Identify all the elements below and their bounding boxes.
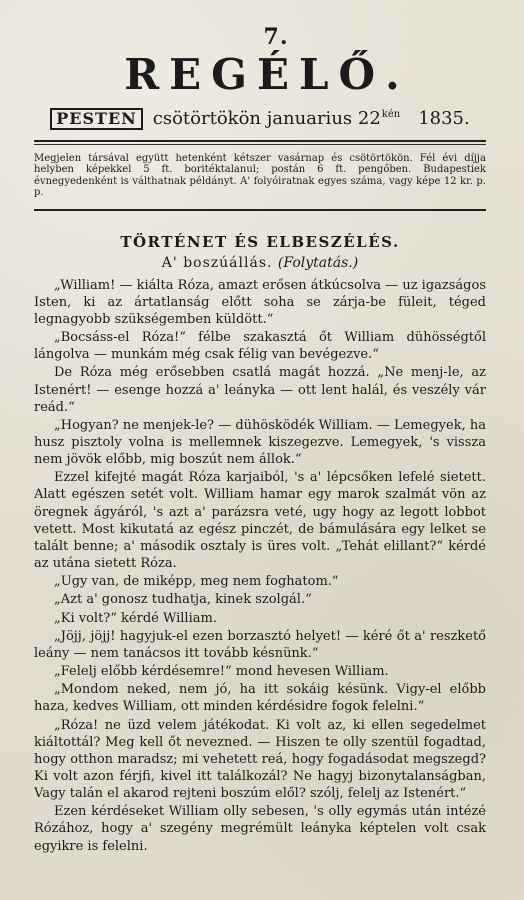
issue-date: [153, 108, 400, 129]
story-paragraph: „Bocsáss-el Róza!“ félbe szakasztá őt William dühösségtől lángolva — munkám még csak félig van bevégezve.“: [34, 330, 486, 363]
story-paragraph: „William! — kiálta Róza, amazt erősen átkúcsolva — uz igazságos Isten, ki az ártatlanság előtt soha se zárja-be füleit, téged legnagyobb szükségemben küldött.“: [34, 277, 486, 327]
story-paragraph: Ezen kérdéseket William olly sebesen, 's olly egymás után intézé Rózához, hogy a' szegény megrémült leányka képtelen volt csak egyikre is felelni.: [34, 804, 486, 854]
issue-date-suffix: kén: [381, 109, 401, 120]
page-number: 7.: [263, 24, 289, 50]
issue-city: PESTEN: [50, 108, 143, 130]
story-paragraph: „Azt a' gonosz tudhatja, kinek szolgál.“: [54, 592, 312, 608]
story-paragraph: „Hogyan? ne menjek-le? — dühösködék William. — Lemegyek, ha husz pisztoly volna is mellemnek kiszegezve. Lemegyek, 's vissza nem jövök előbb, mig boszút nem állok.“: [34, 417, 486, 468]
story-paragraph: „Róza! ne üzd velem játékodat. Ki volt az, ki ellen segedelmet kiáltottál? Meg kell őt nevezned. — Hiszen te olly szentül fogadtad, hogy otthon maradsz; mi vehetett reá, hogy fogadásodat megszegd? Ki volt azon férjfi, kivel itt találkozál? Ne hagyj bizonytalanságban, Vagy talán el akarod rejteni boszúm elől? szólj, felelj az Istenért.“: [34, 717, 486, 802]
issue-line: [34, 108, 486, 130]
story-paragraph: Ezzel kifejté magát Róza karjaiból, 's a' lépcsőken lefelé sietett. Alatt egészen setét volt. William hamar egy marok szalmát vön az öregnek ágyáról, 's azt a' parázsra veté, ugy hogy az legott lobbot vetett. Most kikutatá az egész pinczét, de bámulására egy lelket se talált benne; a' második osztaly is üres volt. „Tehát elillant?“ kérdé az utána sietett Róza.: [34, 470, 486, 572]
story-paragraph: De Róza még erősebben csatlá magát hozzá. „Ne menj-le, az Istenért! — esenge hozzá a' leányka — ott lent halál, és veszély vár reád.“: [34, 365, 486, 415]
issue-year: 1835.: [418, 108, 470, 129]
story-continued: (Folytatás.): [277, 254, 359, 271]
story-subtitle: [34, 255, 486, 271]
story-paragraph: „Mondom neked, nem jó, ha itt sokáig késünk. Vigy-el előbb haza, kedves William, ott minden kérdésidre fogok felelni.“: [34, 682, 486, 715]
story-subtitle-text: A' boszúállás.: [161, 254, 273, 271]
top-rule: [34, 140, 486, 142]
story-body: [34, 277, 486, 855]
story-paragraph: „Ugy van, de miképp, meg nem foghatom.“: [54, 574, 339, 590]
notice-rule: [34, 209, 486, 211]
masthead-title: REGÉLŐ.: [124, 50, 410, 99]
story-paragraph: „Ki volt?“ kérdé William.: [54, 610, 217, 626]
story-paragraph: „Felelj előbb kérdésemre!“ mond hevesen William.: [54, 664, 389, 680]
publication-notice: Megjelen társával együtt hetenként kétszer vasárnap és csötörtökön. Fél évi díjja helyben képekkel 5 ft. boritéktalanul; postán 6 ft. pengőben. Budapestiek évnegyedenként is válthatnak példányt. A' folyóiratnak egyes száma, vagy képe 12 kr. p. p.: [34, 152, 486, 199]
issue-date-text: csötörtökön januarius 22: [152, 108, 381, 129]
section-title: TÖRTÉNET ÉS ELBESZÉLÉS.: [120, 232, 400, 251]
top-rule-thin: [34, 144, 486, 145]
story-paragraph: „Jöjj, jöjj! hagyjuk-el ezen borzasztó helyet! — kéré őt a' reszkető leány — nem tanácsos itt tovább késnünk.“: [34, 628, 486, 661]
